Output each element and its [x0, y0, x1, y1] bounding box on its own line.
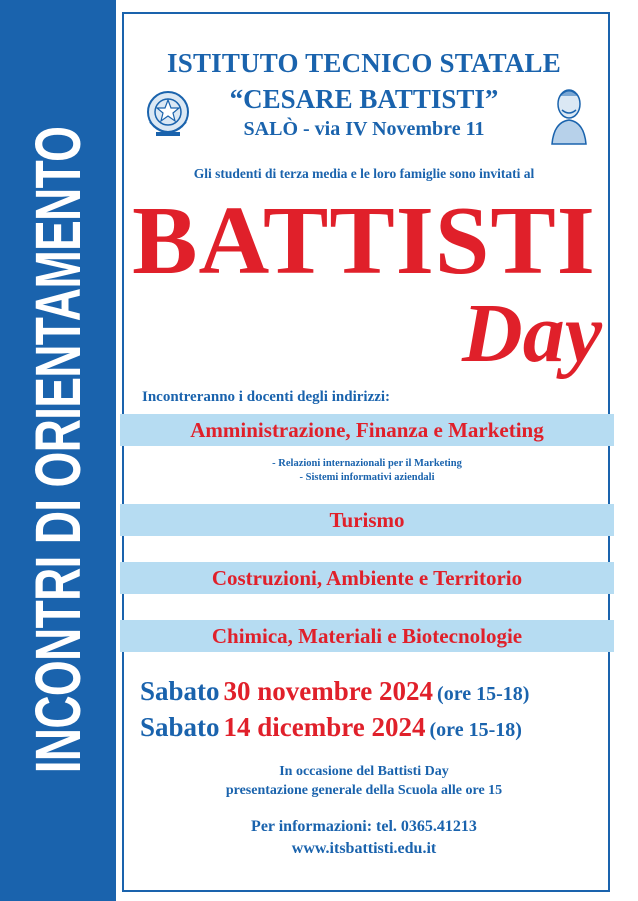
course-cmb: Chimica, Materiali e Biotecnologie [211, 624, 523, 648]
date-line [140, 712, 600, 743]
school-name: “CESARE BATTISTI” [229, 84, 499, 114]
courses-intro: Incontreranno i docenti degli indirizzi: [142, 389, 391, 405]
school-type: ISTITUTO TECNICO STATALE [167, 48, 561, 78]
event-subtitle: Day [462, 287, 602, 380]
subcourse-item: - Sistemi informativi aziendali [299, 472, 435, 483]
side-band [0, 0, 116, 901]
date-time: (ore 15-18) [429, 719, 522, 741]
school-address: SALÒ - via IV Novembre 11 [243, 118, 485, 140]
subcourse-item: - Relazioni internazionali per il Marketing [272, 458, 462, 469]
side-band-title [21, 1, 95, 899]
date-weekday: Sabato [140, 676, 220, 706]
invitation-text: Gli studenti di terza media e le loro famiglie sono invitati al [193, 166, 535, 181]
contact-website[interactable]: www.itsbattisti.edu.it [291, 840, 437, 857]
date-value: 14 dicembre 2024 [223, 712, 426, 742]
note-line: In occasione del Battisti Day [279, 764, 449, 779]
date-weekday: Sabato [140, 712, 220, 742]
event-title: BATTISTI [132, 187, 596, 295]
contact-phone: Per informazioni: tel. 0365.41213 [251, 818, 477, 835]
course-cat: Costruzioni, Ambiente e Territorio [211, 566, 523, 590]
note-line: presentazione generale della Scuola alle ore 15 [225, 783, 503, 798]
content-frame [122, 12, 610, 892]
date-time: (ore 15-18) [437, 683, 530, 705]
course-afm: Amministrazione, Finanza e Marketing [190, 418, 544, 442]
date-line [140, 676, 600, 707]
date-value: 30 novembre 2024 [223, 676, 434, 706]
course-turismo: Turismo [329, 508, 405, 532]
cesare-battisti-bust-icon [548, 84, 590, 146]
italian-republic-emblem-icon [144, 86, 192, 142]
side-band-text: INCONTRI DI ORIENTAMENTO [22, 126, 94, 774]
